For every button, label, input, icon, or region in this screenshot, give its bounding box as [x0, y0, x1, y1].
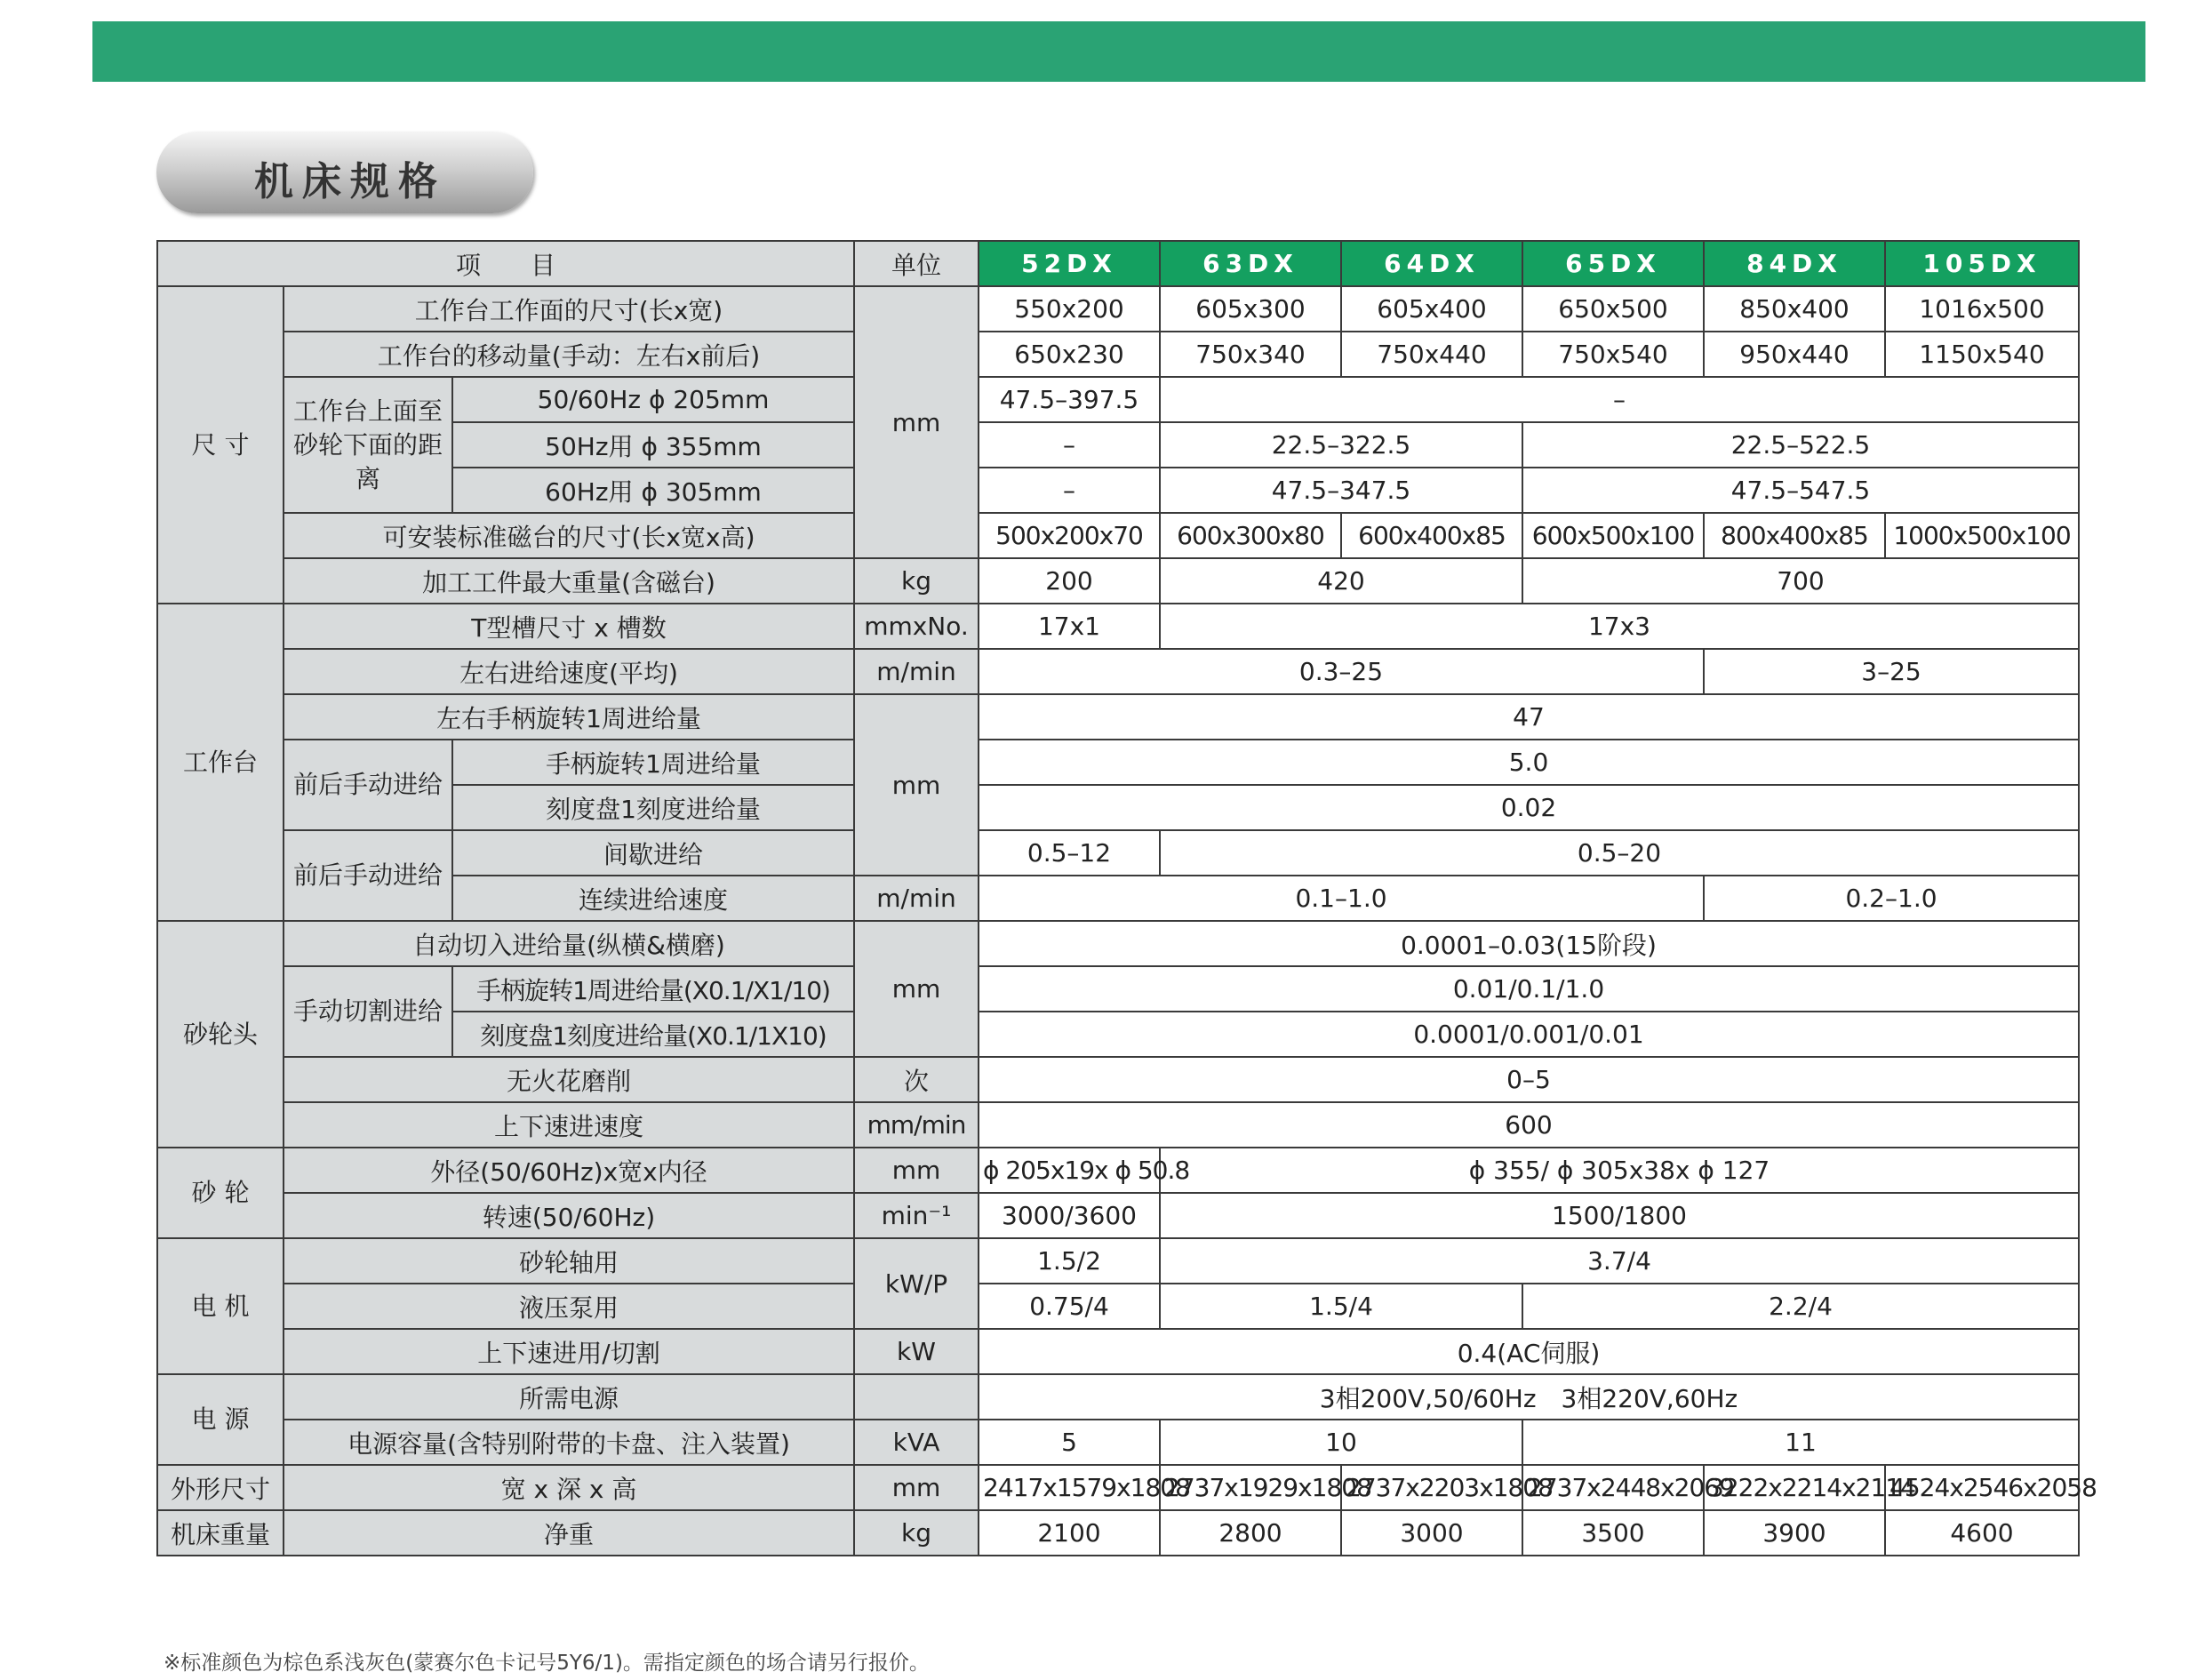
unit-cell: min⁻¹ — [854, 1193, 979, 1238]
value-cell: 3000/3600 — [979, 1193, 1160, 1238]
row-label: 外径(50/60Hz)x宽x内径 — [284, 1148, 854, 1193]
unit-cell: 次 — [854, 1057, 979, 1102]
row-label: 刻度盘1刻度进给量(X0.1/1X10) — [452, 1012, 854, 1057]
table-row — [157, 1238, 2079, 1284]
value-cell: 4600 — [1885, 1510, 2079, 1556]
value-cell: 0.4(AC伺服) — [979, 1329, 2079, 1374]
table-row — [157, 649, 2079, 694]
subgroup-distance: 工作台上面至砂轮下面的距离 — [284, 377, 452, 513]
header-row — [157, 241, 2079, 286]
row-label: 左右手柄旋转1周进给量 — [284, 694, 854, 740]
value-cell: 0.2–1.0 — [1704, 876, 2079, 921]
value-cell: 750x340 — [1160, 332, 1341, 377]
value-cell: 0.02 — [979, 785, 2079, 830]
unit-cell: mmxNo. — [854, 604, 979, 649]
value-cell: 0.0001/0.001/0.01 — [979, 1012, 2079, 1057]
value-cell: 0.5–12 — [979, 830, 1160, 876]
value-cell: – — [979, 468, 1160, 513]
value-cell: 550x200 — [979, 286, 1160, 332]
table-row — [157, 1465, 2079, 1510]
value-cell: 3222x2214x2114 — [1704, 1465, 1885, 1510]
value-cell: 0.01/0.1/1.0 — [979, 966, 2079, 1012]
unit-cell — [854, 1374, 979, 1420]
value-cell: 850x400 — [1704, 286, 1885, 332]
table-row — [157, 332, 2079, 377]
group-head: 砂轮头 — [157, 921, 284, 1148]
value-cell: 700 — [1522, 558, 2079, 604]
value-cell: 3000 — [1341, 1510, 1522, 1556]
value-cell: 0.3–25 — [979, 649, 1704, 694]
footnote: ※标准颜色为棕色系浅灰色(蒙赛尔色卡记号5Y6/1)。需指定颜色的场合请另行报价。 — [164, 1652, 930, 1675]
value-cell: 3500 — [1522, 1510, 1704, 1556]
group-motor: 电 机 — [157, 1238, 284, 1374]
row-label: 液压泵用 — [284, 1284, 854, 1329]
model-84dx: 84DX — [1704, 241, 1885, 286]
row-label: 宽 x 深 x 高 — [284, 1465, 854, 1510]
row-label: 手柄旋转1周进给量(X0.1/X1/10) — [452, 966, 854, 1012]
unit-cell: kg — [854, 558, 979, 604]
table-row — [157, 286, 2079, 332]
row-label: 加工工件最大重量(含磁台) — [284, 558, 854, 604]
value-cell: 0.75/4 — [979, 1284, 1160, 1329]
value-cell: 1000x500x100 — [1885, 513, 2079, 558]
subgroup-fb-manual: 前后手动进给 — [284, 740, 452, 830]
value-cell: – — [1160, 377, 2079, 422]
value-cell: – — [979, 422, 1160, 468]
value-cell: 5 — [979, 1420, 1160, 1465]
row-label: 上下速进用/切割 — [284, 1329, 854, 1374]
model-63dx: 63DX — [1160, 241, 1341, 286]
value-cell: 0–5 — [979, 1057, 2079, 1102]
row-label: 净重 — [284, 1510, 854, 1556]
value-cell: 11 — [1522, 1420, 2079, 1465]
value-cell: 4524x2546x2058 — [1885, 1465, 2079, 1510]
table-row — [157, 1420, 2079, 1465]
unit-cell: mm — [854, 694, 979, 876]
row-label: 工作台工作面的尺寸(长x宽) — [284, 286, 854, 332]
value-cell: 2737x2203x1808 — [1341, 1465, 1522, 1510]
value-cell: 3900 — [1704, 1510, 1885, 1556]
row-label: 手柄旋转1周进给量 — [452, 740, 854, 785]
header-item: 项 目 — [157, 241, 854, 286]
value-cell: 17x3 — [1160, 604, 2079, 649]
value-cell: 2737x2448x2069 — [1522, 1465, 1704, 1510]
table-row — [157, 1102, 2079, 1148]
unit-cell: mm — [854, 286, 979, 558]
unit-cell: mm — [854, 1148, 979, 1193]
table-row — [157, 830, 2079, 876]
model-65dx: 65DX — [1522, 241, 1704, 286]
group-outer: 外形尺寸 — [157, 1465, 284, 1510]
value-cell: 2.2/4 — [1522, 1284, 2079, 1329]
table-row — [157, 1193, 2079, 1238]
row-label: 左右进给速度(平均) — [284, 649, 854, 694]
value-cell: 1016x500 — [1885, 286, 2079, 332]
table-row — [157, 513, 2079, 558]
group-weight: 机床重量 — [157, 1510, 284, 1556]
row-label: 砂轮轴用 — [284, 1238, 854, 1284]
group-table: 工作台 — [157, 604, 284, 921]
unit-cell: mm/min — [854, 1102, 979, 1148]
table-row — [157, 1284, 2079, 1329]
value-cell: 500x200x70 — [979, 513, 1160, 558]
table-row — [157, 1329, 2079, 1374]
row-label: T型槽尺寸 x 槽数 — [284, 604, 854, 649]
value-cell: 0.5–20 — [1160, 830, 2079, 876]
row-label: 上下速进速度 — [284, 1102, 854, 1148]
value-cell: 0.0001–0.03(15阶段) — [979, 921, 2079, 966]
row-label: 间歇进给 — [452, 830, 854, 876]
header-unit: 单位 — [854, 241, 979, 286]
value-cell: 600x500x100 — [1522, 513, 1704, 558]
table-row — [157, 694, 2079, 740]
value-cell: 47.5–397.5 — [979, 377, 1160, 422]
group-size: 尺 寸 — [157, 286, 284, 604]
table-row — [157, 1374, 2079, 1420]
value-cell: ϕ 205x19x ϕ 50.8 — [979, 1148, 1160, 1193]
row-label: 电源容量(含特别附带的卡盘、注入装置) — [284, 1420, 854, 1465]
model-52dx: 52DX — [979, 241, 1160, 286]
value-cell: ϕ 355/ ϕ 305x38x ϕ 127 — [1160, 1148, 2079, 1193]
row-label: 50Hz用 ϕ 355mm — [452, 422, 854, 468]
value-cell: 1.5/4 — [1160, 1284, 1522, 1329]
value-cell: 22.5–322.5 — [1160, 422, 1522, 468]
row-label: 连续进给速度 — [452, 876, 854, 921]
value-cell: 2737x1929x1808 — [1160, 1465, 1341, 1510]
value-cell: 3相200V,50/60Hz 3相220V,60Hz — [979, 1374, 2079, 1420]
row-label: 无火花磨削 — [284, 1057, 854, 1102]
table-row — [157, 921, 2079, 966]
value-cell: 2417x1579x1808 — [979, 1465, 1160, 1510]
value-cell: 47.5–347.5 — [1160, 468, 1522, 513]
unit-cell: kW/P — [854, 1238, 979, 1329]
value-cell: 600 — [979, 1102, 2079, 1148]
unit-cell: m/min — [854, 876, 979, 921]
value-cell: 3.7/4 — [1160, 1238, 2079, 1284]
unit-cell: m/min — [854, 649, 979, 694]
model-64dx: 64DX — [1341, 241, 1522, 286]
group-power: 电 源 — [157, 1374, 284, 1465]
section-title-badge — [156, 132, 533, 213]
table-row — [157, 1148, 2079, 1193]
value-cell: 47.5–547.5 — [1522, 468, 2079, 513]
table-row — [157, 966, 2079, 1012]
value-cell: 650x230 — [979, 332, 1160, 377]
value-cell: 22.5–522.5 — [1522, 422, 2079, 468]
row-label: 所需电源 — [284, 1374, 854, 1420]
value-cell: 600x400x85 — [1341, 513, 1522, 558]
value-cell: 420 — [1160, 558, 1522, 604]
spec-table — [156, 240, 2097, 1556]
value-cell: 5.0 — [979, 740, 2079, 785]
unit-cell: mm — [854, 921, 979, 1057]
unit-cell: kW — [854, 1329, 979, 1374]
table-row — [157, 1510, 2079, 1556]
top-color-band — [92, 21, 2145, 82]
row-label: 工作台的移动量(手动：左右x前后) — [284, 332, 854, 377]
row-label: 自动切入进给量(纵横&横磨) — [284, 921, 854, 966]
value-cell: 10 — [1160, 1420, 1522, 1465]
table-row — [157, 604, 2079, 649]
value-cell: 600x300x80 — [1160, 513, 1341, 558]
row-label: 50/60Hz ϕ 205mm — [452, 377, 854, 422]
unit-cell: mm — [854, 1465, 979, 1510]
value-cell: 200 — [979, 558, 1160, 604]
table-row — [157, 558, 2079, 604]
value-cell: 2100 — [979, 1510, 1160, 1556]
group-wheel: 砂 轮 — [157, 1148, 284, 1238]
table-row — [157, 1057, 2079, 1102]
row-label: 刻度盘1刻度进给量 — [452, 785, 854, 830]
row-label: 60Hz用 ϕ 305mm — [452, 468, 854, 513]
model-105dx: 105DX — [1885, 241, 2079, 286]
value-cell: 650x500 — [1522, 286, 1704, 332]
unit-cell: kg — [854, 1510, 979, 1556]
value-cell: 1500/1800 — [1160, 1193, 2079, 1238]
value-cell: 800x400x85 — [1704, 513, 1885, 558]
value-cell: 0.1–1.0 — [979, 876, 1704, 921]
section-title: 机床规格 — [254, 159, 446, 204]
value-cell: 750x540 — [1522, 332, 1704, 377]
row-label: 可安装标准磁台的尺寸(长x宽x高) — [284, 513, 854, 558]
value-cell: 3–25 — [1704, 649, 2079, 694]
value-cell: 1150x540 — [1885, 332, 2079, 377]
value-cell: 1.5/2 — [979, 1238, 1160, 1284]
value-cell: 605x300 — [1160, 286, 1341, 332]
value-cell: 950x440 — [1704, 332, 1885, 377]
value-cell: 2800 — [1160, 1510, 1341, 1556]
subgroup-manual-cut: 手动切割进给 — [284, 966, 452, 1057]
value-cell: 750x440 — [1341, 332, 1522, 377]
unit-cell: kVA — [854, 1420, 979, 1465]
row-label: 转速(50/60Hz) — [284, 1193, 854, 1238]
subgroup-fb-manual-2: 前后手动进给 — [284, 830, 452, 921]
value-cell: 17x1 — [979, 604, 1160, 649]
value-cell: 605x400 — [1341, 286, 1522, 332]
table-row — [157, 377, 2079, 422]
table-row — [157, 740, 2079, 785]
value-cell: 47 — [979, 694, 2079, 740]
